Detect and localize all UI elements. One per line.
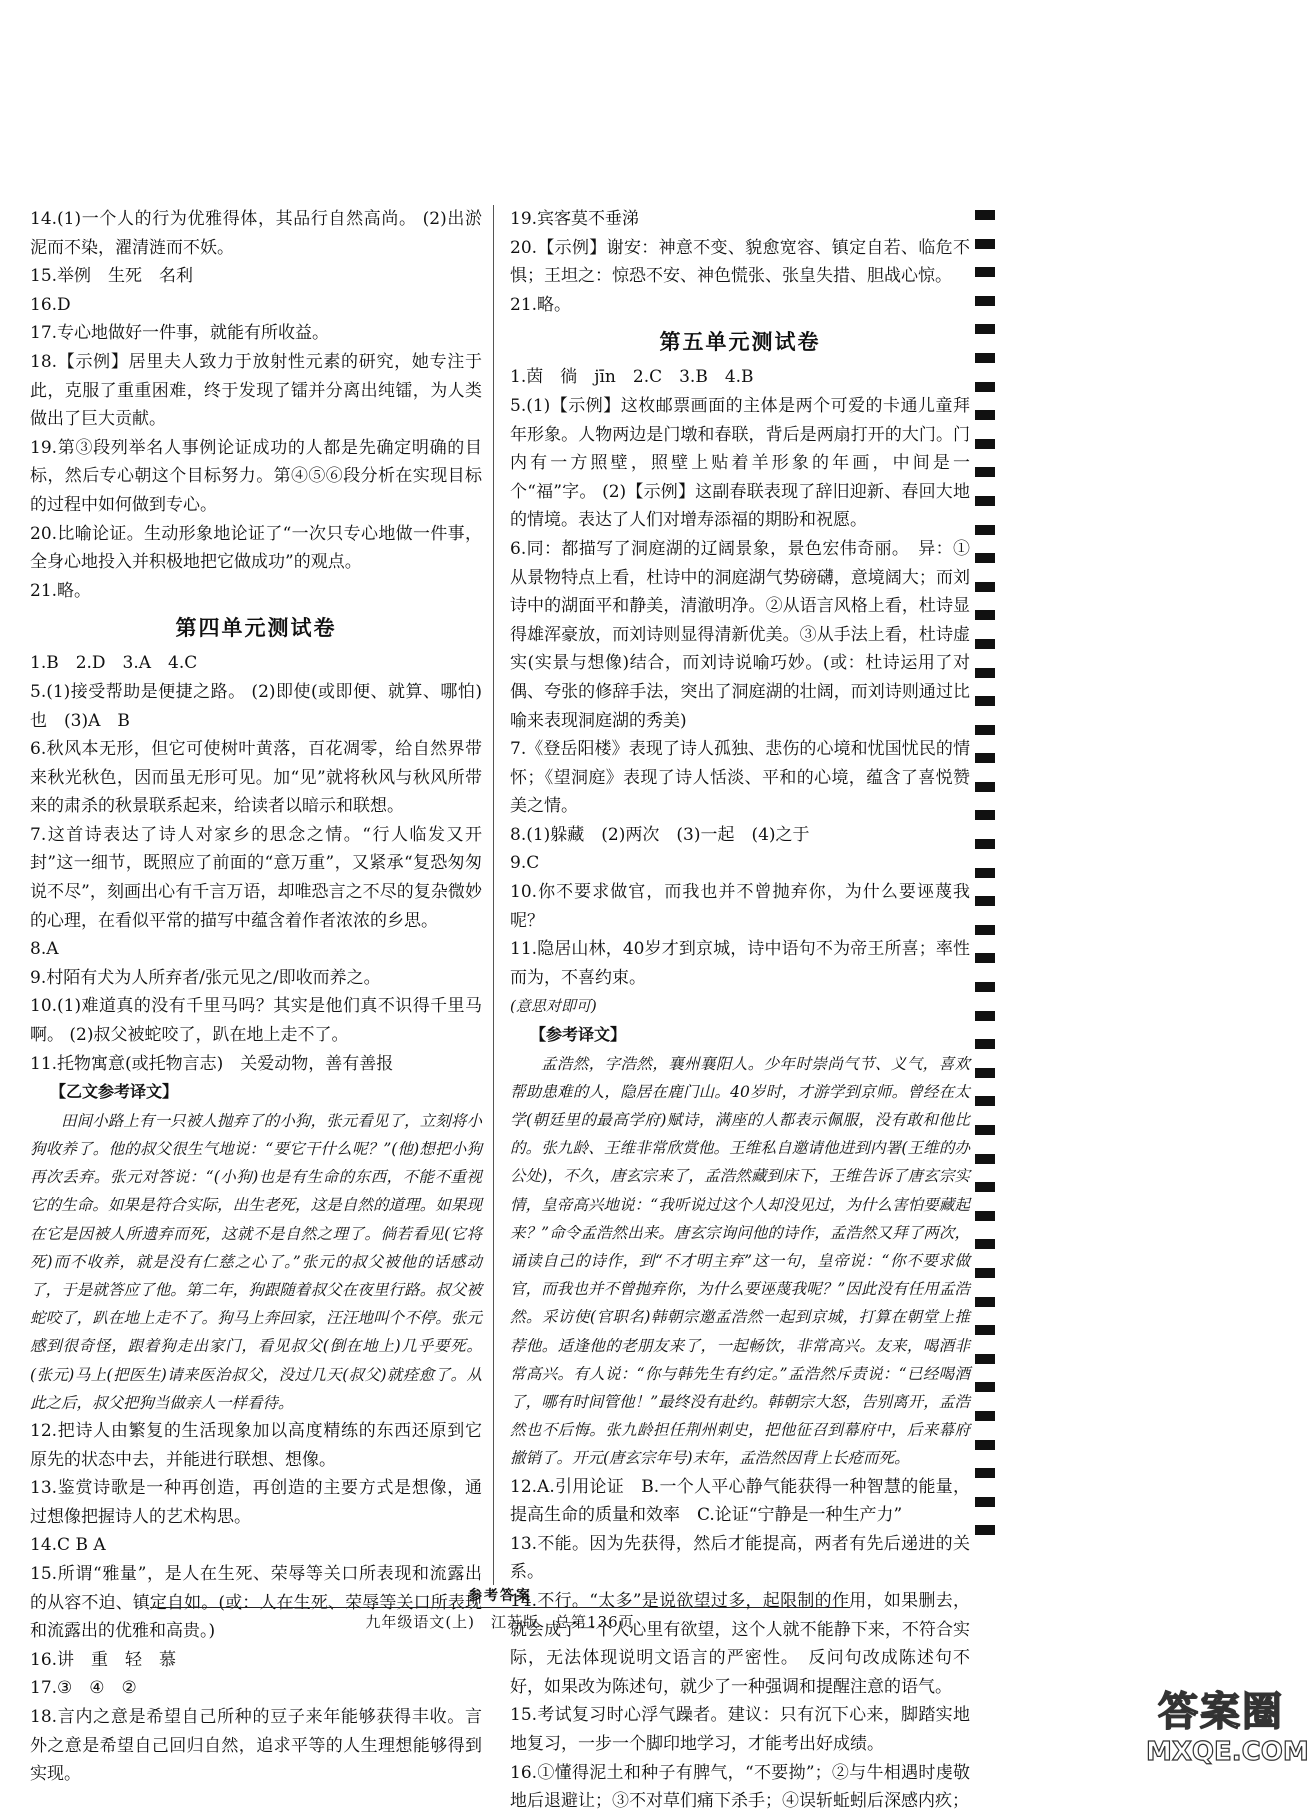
translation-paragraph: 孟浩然，字浩然，襄州襄阳人。少年时崇尚气节、义气，喜欢帮助患难的人，隐居在鹿门山。40岁时，才游学到京师。曾经在太学(朝廷里的最高学府)赋诗，满座的人都表示佩服，没有敢和他比的。张九龄、王维非常欣赏他。王维私自邀请他进到内署(王维的办公处)，不久，唐玄宗来了，孟浩然藏到床下，王维告诉了唐玄宗实情，皇帝高兴地说：“我听说过这个人却没见过，为什么害怕要藏起来？”命令孟浩然出来。唐玄宗询问他的诗作，孟浩然又拜了两次，诵读自己的诗作，到“不才明主弃”这一句，皇帝说：“你不要求做官，而我也并不曾抛弃你，为什么要诬蔑我呢？”因此没有任用孟浩然。采访使(官职名)韩朝宗邀孟浩然一起到京城，打算在朝堂上推荐他。适逢他的老朋友来了，一起畅饮，非常高兴。友来，喝酒非常高兴。有人说：“你与韩先生有约定。”孟浩然斥责说：“已经喝酒了，哪有时间管他！”最终没有赴约。韩朝宗大怒，告别离开，孟浩然也不后悔。张九龄担任荆州刺史，把他征召到幕府中，后来幕府撤销了。开元(唐玄宗年号)末年，孟浩然因背上长疮而死。 [510,1054,970,1468]
answer-item: 17.③ ④ ② [30,1678,137,1699]
answer-item: 17.专心地做好一件事，就能有所收益。 [30,323,330,344]
watermark-top-text: 答案圈 [1158,1689,1284,1735]
answer-item: 12.A.引用论证 B.一个人平心静气能获得一种智慧的能量，提高生命的质量和效率 C.论证“宁静是一种生产力” [510,1476,970,1526]
answer-item: 11.托物寓意(或托物言志) 关爱动物，善有善报 [30,1053,394,1074]
answer-item: 21.略。 [30,580,92,601]
answer-item: 15.所谓“雅量”，是人在生死、荣辱等关口所表现和流露出的从容不迫、镇定自如。(或：人在生死、荣辱等关口所表现和流露出的优雅和高贵。) [30,1564,482,1642]
answer-item: 16.讲 重 轻 慕 [30,1649,177,1670]
answer-item: 7.这首诗表达了诗人对家乡的思念之情。“行人临发又开封”这一细节，既照应了前面的“意万重”，又紧承“复恐匆匆说不尽”，刻画出心有千言万语，却唯恐言之不尽的复杂微妙的心理，在看似平常的描写中蕴含着作者浓浓的乡思。 [30,824,482,931]
answer-item: 1.茵 徜 jīn 2.C 3.B 4.B [510,367,754,388]
answer-item: 9.C [510,853,540,874]
section-title: 第五单元测试卷 [659,330,821,355]
answer-item: 18.言内之意是希望自己所种的豆子来年能够获得丰收。言外之意是希望自己回归自然，追求平等的人生理想能够得到实现。 [30,1706,482,1785]
translation-paragraph: 田间小路上有一只被人抛弃了的小狗，张元看见了，立刻将小狗收养了。他的叔父很生气地说：“要它干什么呢？”(他)想把小狗再次丢弃。张元对答说：“(小狗)也是有生命的东西，不能不重视它的生命。如果是符合实际，出生老死，这是自然的道理。如果现在它是因被人所遗弃而死，这就不是自然之理了。倘若看见(它将死)而不收养，就是没有仁慈之心了。”张元的叔父被他的话感动了，于是就答应了他。第二年，狗跟随着叔父在夜里行路。叔父被蛇咬了，趴在地上走不了。狗马上奔回家，汪汪地叫个不停。张元感到很奇怪，跟着狗走出家门，看见叔父(倒在地上)几乎要死。(张元)马上(把医生)请来医治叔父，没过几天(叔父)就痊愈了。从此之后，叔父把狗当做亲人一样看待。 [30,1111,482,1412]
answer-item: 20.比喻论证。生动形象地论证了“一次只专心地做一件事，全身心地投入并积极地把它做成功”的观点。 [30,523,482,573]
answer-item: 9.村陌有犬为人所弃者/张元见之/即收而养之。 [30,967,381,988]
section-title: 第四单元测试卷 [175,616,337,641]
answer-item: 6.秋风本无形，但它可使树叶黄落，百花凋零，给自然界带来秋光秋色，因而虽无形可见。加“见”就将秋风与秋风所带来的肃杀的秋景联系起来，给读者以暗示和联想。 [30,739,482,817]
answer-item: 15.举例 生死 名利 [30,266,194,287]
answer-item: 10.你不要求做官，而我也并不曾抛弃你，为什么要诬蔑我呢？ [510,882,970,931]
answer-item: 5.(1)【示例】这枚邮票画面的主体是两个可爱的卡通儿童拜年形象。人物两边是门墩和春联，背后是两扇打开的大门。门内有一方照壁，照壁上贴着羊形象的年画，中间是一个“福”字。 (2)【示例】这副春联表现了辞旧迎新、春回大地的情境。表达了人们对增寿添福的期盼和祝愿。 [510,395,970,531]
answer-item: 8.(1)躲藏 (2)两次 (3)一起 (4)之于 [510,824,810,845]
footer-label: 参考答案 [468,1588,532,1604]
answer-item: 20.【示例】谢安：神意不变、貌愈宽容、镇定自若、临危不惧；王坦之：惊恐不安、神色慌张、张皇失措、胆战心惊。 [510,237,970,287]
watermark-bottom-text: MXQE.COM [1146,1737,1309,1767]
answer-item: 13.鉴赏诗歌是一种再创造，再创造的主要方式是想像，通过想像把握诗人的艺术构思。 [30,1478,482,1527]
answer-item: 19.宾客莫不垂涕 [510,209,640,229]
site-watermark-logo [1146,1680,1309,1790]
answer-item: 15.考试复习时心浮气躁者。建议：只有沉下心来，脚踏实地地复习，一步一个脚印地学习，才能考出好成绩。 [510,1705,970,1755]
answer-item: 8.A [30,939,59,960]
answer-item: 1.B 2.D 3.A 4.C [30,653,198,674]
answer-item: 10.(1)难道真的没有千里马吗？其实是他们真不识得千里马啊。 (2)叔父被蛇咬了，趴在地上走不了。 [30,996,482,1046]
answer-item: 16.①懂得泥土和种子有脾气，“不要拗”；②与牛相遇时虔敬地后退避让；③不对草们痛下杀手；④误斩蚯蚓后深感内疚； [510,1762,970,1812]
footer-info: 九年级语文(上) 江苏版 总第136页 [150,1607,850,1632]
answer-item: 13.不能。因为先获得，然后才能提高，两者有先后递进的关系。 [510,1533,970,1583]
left-column [30,205,482,1789]
answer-item: 11.隐居山林，40岁才到京城，诗中语句不为帝王所喜；率性而为，不喜约束。 [510,939,970,988]
answer-item: 5.(1)接受帮助是便捷之路。 (2)即使(或即便、就算、哪怕)也 (3)A B [30,681,482,731]
right-column [510,205,970,1816]
answer-item: 21.略。 [510,294,572,315]
column-divider [493,205,494,1585]
margin-registration-marks [975,210,997,1554]
answer-item: 18.【示例】居里夫人致力于放射性元素的研究，她专注于此，克服了重重困难，终于发现了镭并分离出纯镭，为人类做出了巨大贡献。 [30,351,482,430]
answer-item: 19.第③段列举名人事例论证成功的人都是先确定明确的目标，然后专心朝这个目标努力。第④⑤⑥段分析在实现目标的过程中如何做到专心。 [30,437,482,515]
answer-note: (意思对即可) [510,997,597,1016]
page-footer [0,1585,1000,1632]
answer-item: 6.同：都描写了洞庭湖的辽阔景象，景色宏伟奇丽。 异：①从景物特点上看，杜诗中的洞庭湖气势磅礴，意境阔大；而刘诗中的湖面平和静美，清澈明净。②从语言风格上看，杜诗显得雄浑豪放，而刘诗则显得清新优美。③从手法上看，杜诗虚实(实景与想像)结合，而刘诗说喻巧妙。(或：杜诗运用了对偶、夸张的修辞手法，突出了洞庭湖的壮阔，而刘诗则通过比喻来表现洞庭湖的秀美) [510,538,970,731]
answer-item: 16.D [30,294,71,315]
answer-item: 14.(1)一个人的行为优雅得体，其品行自然高尚。 (2)出淤泥而不染，濯清涟而不妖。 [30,209,482,258]
translation-heading: 【参考译文】 [530,1025,627,1045]
translation-heading: 【乙文参考译文】 [50,1082,179,1102]
answer-item: 7.《登岳阳楼》表现了诗人孤独、悲伤的心境和忧国忧民的情怀；《望洞庭》表现了诗人恬淡、平和的心境，蕴含了喜悦赞美之情。 [510,739,970,817]
answer-item: 14.C B A [30,1535,106,1556]
answer-item: 14.不行。“太多”是说欲望过多，起限制的作用，如果删去，就会成了一个人心里有欲望，这个人就不能静下来，不符合实际，无法体现说明文语言的严密性。 反问句改成陈述句不好，如果改为陈述句，就少了一种强调和提醒注意的语气。 [510,1591,970,1697]
answer-item: 12.把诗人由繁复的生活现象加以高度精练的东西还原到它原先的状态中去，并能进行联想、想像。 [30,1421,482,1470]
